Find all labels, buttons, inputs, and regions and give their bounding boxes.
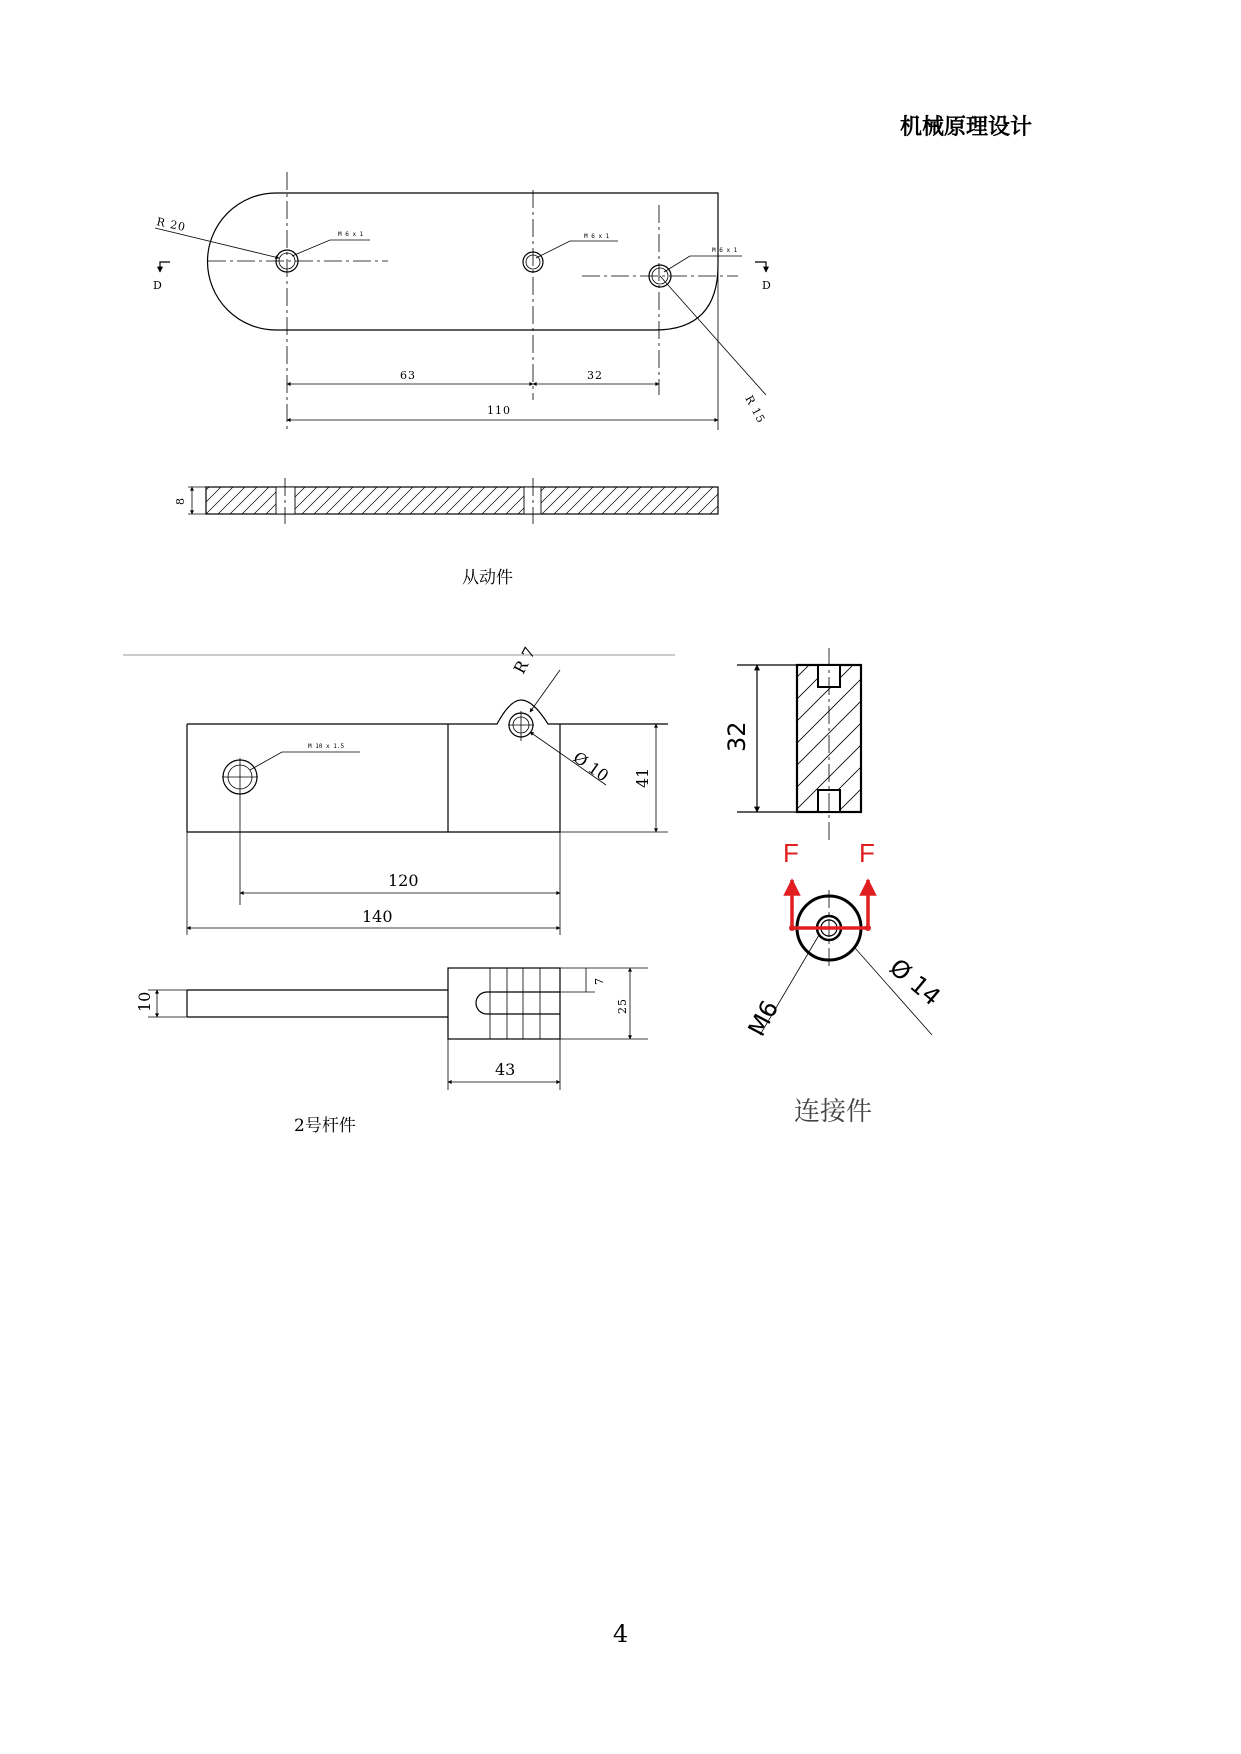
follower-hole-callout-2: M 6 x 1 (584, 233, 610, 240)
follower-dim-110: 110 (487, 404, 511, 417)
document-header-title: 机械原理设计 (900, 115, 1033, 140)
connector-dim-length: 32 (723, 721, 751, 752)
follower-dim-63: 63 (400, 369, 416, 382)
connector-side-view (737, 648, 861, 840)
link2-dim-43: 43 (495, 1060, 516, 1079)
link2-thread-callout: M 10 x 1.5 (308, 743, 345, 750)
link2-dim-7: 7 (593, 977, 606, 985)
link2-diameter: Ø 10 (569, 747, 613, 786)
follower-top-view (155, 172, 766, 430)
follower-radius-left: R 20 (155, 215, 188, 235)
link2-dim-41: 41 (633, 767, 652, 788)
link2-dim-10: 10 (135, 991, 154, 1012)
force-label-left: F (783, 838, 799, 868)
link2-top-view (148, 968, 648, 1090)
link2-dim-140: 140 (362, 907, 393, 926)
follower-section-mark-right: D (762, 279, 772, 292)
page-number: 4 (612, 1620, 629, 1648)
follower-radius-right: R 15 (742, 393, 768, 426)
link2-radius: R 7 (509, 643, 540, 677)
link2-dim-120: 120 (388, 871, 419, 890)
follower-dim-32: 32 (587, 369, 603, 382)
connector-thread: M6 (742, 995, 785, 1041)
link2-caption: 2号杆件 (294, 1116, 356, 1136)
follower-dim-thickness: 8 (174, 497, 187, 505)
connector-caption: 连接件 (794, 1097, 873, 1127)
force-label-right: F (859, 838, 875, 868)
follower-hole-callout-3: M 6 x 1 (712, 247, 738, 254)
follower-section-view (188, 478, 718, 524)
link2-dim-25: 25 (616, 998, 629, 1014)
link2-front-view (187, 670, 668, 935)
follower-hole-callout-1: M 6 x 1 (338, 231, 364, 238)
follower-caption: 从动件 (462, 568, 513, 588)
follower-section-mark-left: D (153, 279, 163, 292)
connector-diameter: Ø 14 (884, 953, 946, 1012)
